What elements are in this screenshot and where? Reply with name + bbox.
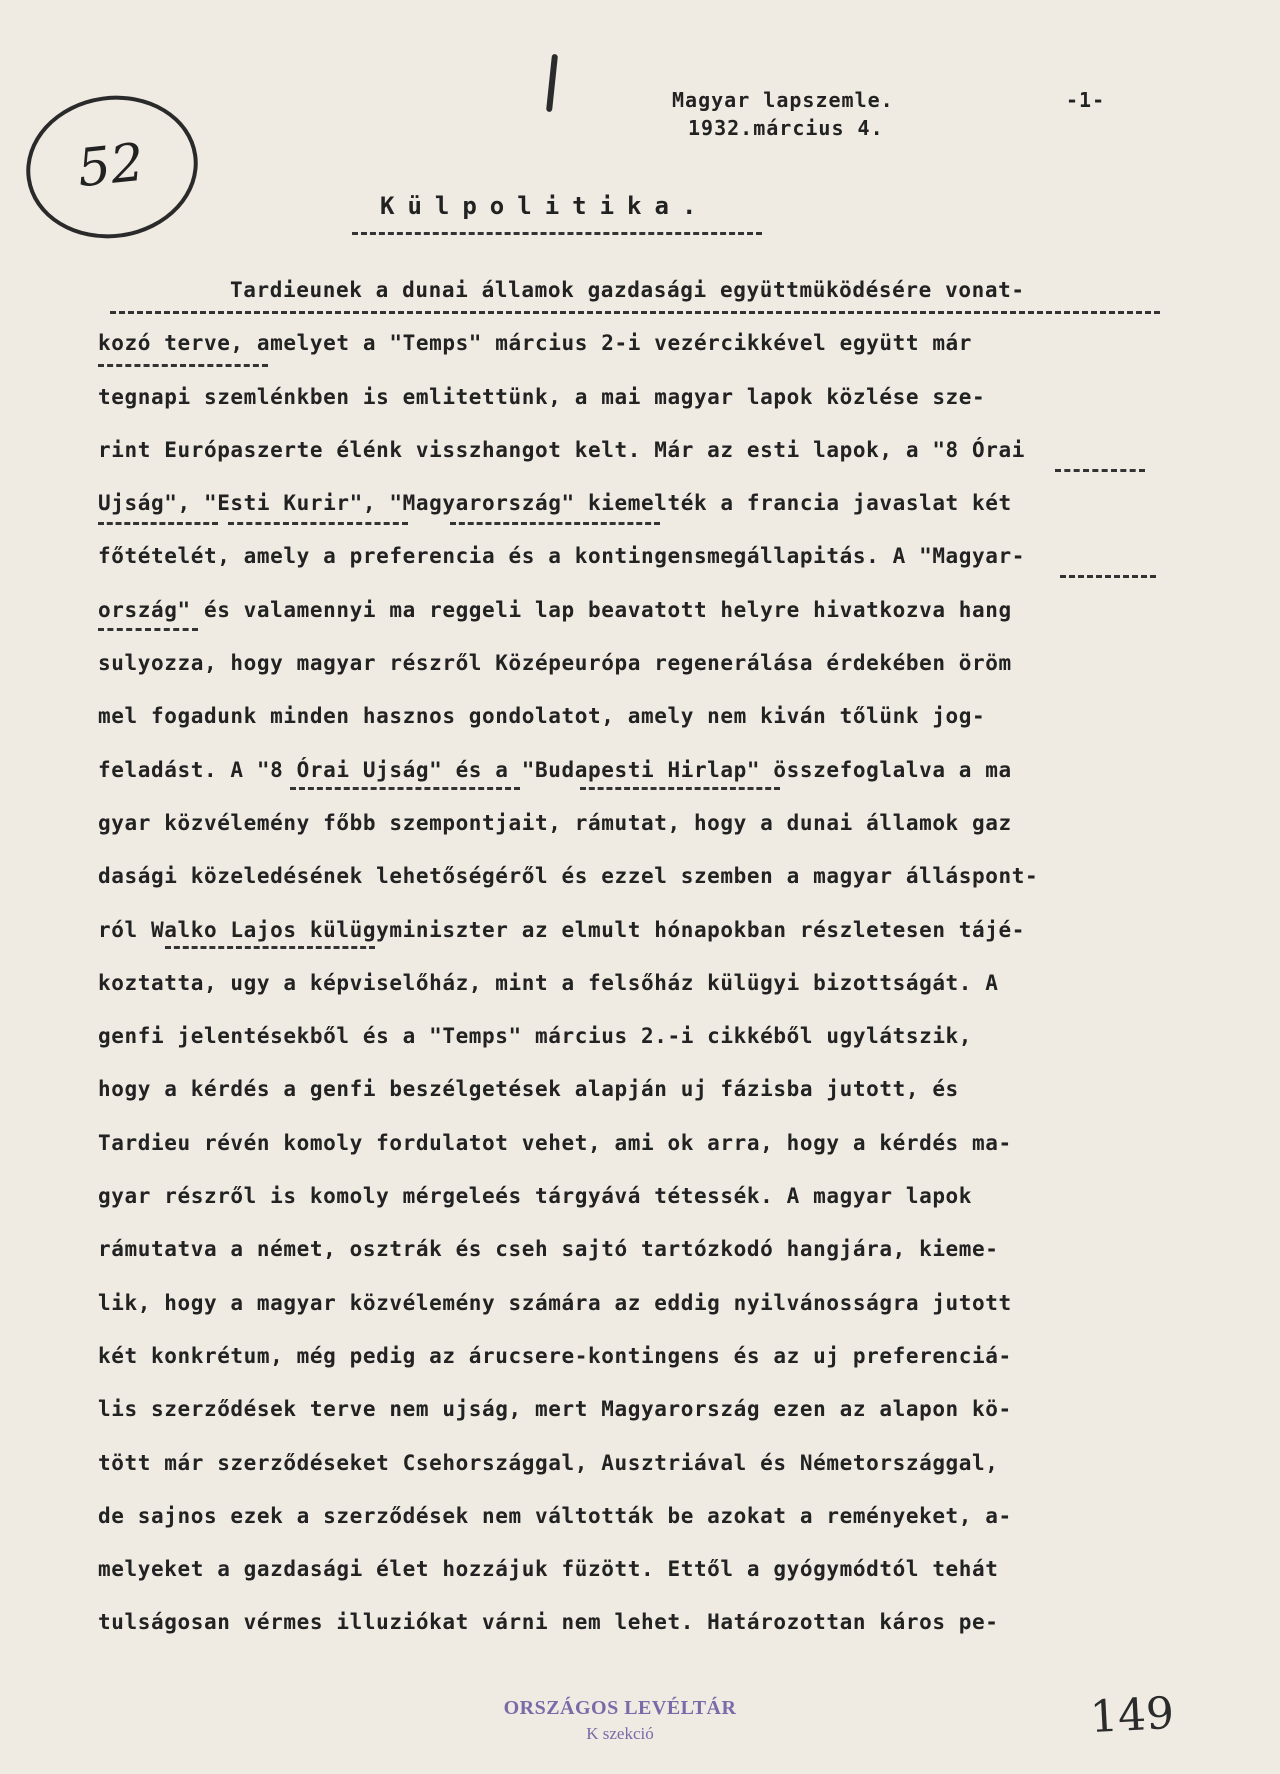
text-line: melyeket a gazdasági élet hozzájuk füzött. Ettől a gyógymódtól tehát [98,1557,999,1582]
text-line: rámutatva a német, osztrák és cseh sajtó tartózkodó hangjára, kieme- [98,1237,999,1262]
pencil-underline [290,787,520,790]
publication-date: 1932.március 4. [688,116,884,140]
text-line: tött már szerződéseket Csehországgal, Ausztriával és Németországgal, [98,1450,999,1475]
archive-stamp-section: K szekció [586,1724,654,1743]
text-line: gyar közvélemény főbb szempontjait, rámutat, hogy a dunai államok gaz [98,810,1012,835]
text-line: koztatta, ugy a képviselőház, mint a felsőház külügyi bizottságát. A [98,970,999,995]
text-line: genfi jelentésekből és a "Temps" március 2.-i cikkéből ugylátszik, [98,1024,973,1049]
text-line: mel fogadunk minden hasznos gondolatot, amely nem kiván tőlünk jog- [98,704,986,729]
pencil-underline [1060,575,1156,578]
text-line: lis szerződések terve nem ujság, mert Magyarország ezen az alapon kö- [98,1397,1012,1422]
text-line: tulságosan vérmes illuziókat várni nem lehet. Határozottan káros pe- [98,1610,999,1635]
folio-number: 149 [1088,1687,1176,1744]
archive-stamp-name: ORSZÁGOS LEVÉLTÁR [503,1697,737,1719]
section-title: Külpolitika. [380,192,710,220]
pencil-underline [450,522,660,525]
publication-name: Magyar lapszemle. [672,88,894,112]
pencil-underline [110,311,1160,314]
text-line: Tardieu révén komoly fordulatot vehet, ami ok arra, hogy a kérdés ma- [98,1130,1012,1155]
text-line: gyar részről is komoly mérgeleés tárgyává tétessék. A magyar lapok [98,1184,973,1209]
text-line: főtételét, amely a preferencia és a kontingensmegállapitás. A "Magyar- [98,544,1026,569]
page-number: -1- [1066,88,1106,112]
text-line: ország" és valamennyi ma reggeli lap beavatott helyre hivatkozva hang [98,597,1012,622]
text-line: dasági közeledésének lehetőségéről és ezzel szemben a magyar álláspont- [98,864,1039,889]
text-line: ról Walko Lajos külügyminiszter az elmult hónapokban részletesen tájé- [98,917,1026,942]
text-line: feladást. A "8 Órai Ujság" és a "Budapesti Hirlap" összefoglalva a ma [98,757,1012,782]
text-line: Tardieunek a dunai államok gazdasági együttmüködésére vonat- [230,278,1025,302]
text-line: Ujság", "Esti Kurir", "Magyarország" kiemelték a francia javaslat két [98,491,1012,516]
text-line: kozó terve, amelyet a "Temps" március 2-i vezércikkével együtt már [98,331,973,356]
pencil-underline [98,364,268,367]
text-line: két konkrétum, még pedig az árucsere-kontingens és az uj preferenciá- [98,1343,1012,1368]
article-body [98,268,1158,1654]
text-line: rint Európaszerte élénk visszhangot kelt. Már az esti lapok, a "8 Órai [98,437,1026,462]
archive-number: 52 [74,132,147,200]
pencil-underline [1055,469,1145,472]
text-line: lik, hogy a magyar közvélemény számára az eddig nyilvánosságra jutott [98,1290,1012,1315]
text-line: de sajnos ezek a szerződések nem váltották be azokat a reményeket, a- [98,1503,1012,1528]
pen-mark [546,54,558,112]
pencil-underline [165,946,375,949]
archive-stamp [500,1697,740,1744]
text-line: sulyozza, hogy magyar részről Középeurópa regenerálása érdekében öröm [98,651,1012,676]
pencil-underline [98,628,198,631]
text-line: tegnapi szemlénkben is emlitettünk, a mai magyar lapok közlése sze- [98,384,986,409]
pencil-underline [98,522,218,525]
text-line: hogy a kérdés a genfi beszélgetések alapján uj fázisba jutott, és [98,1077,959,1102]
pencil-underline [228,522,408,525]
title-underline [352,232,762,235]
pencil-underline [580,787,780,790]
